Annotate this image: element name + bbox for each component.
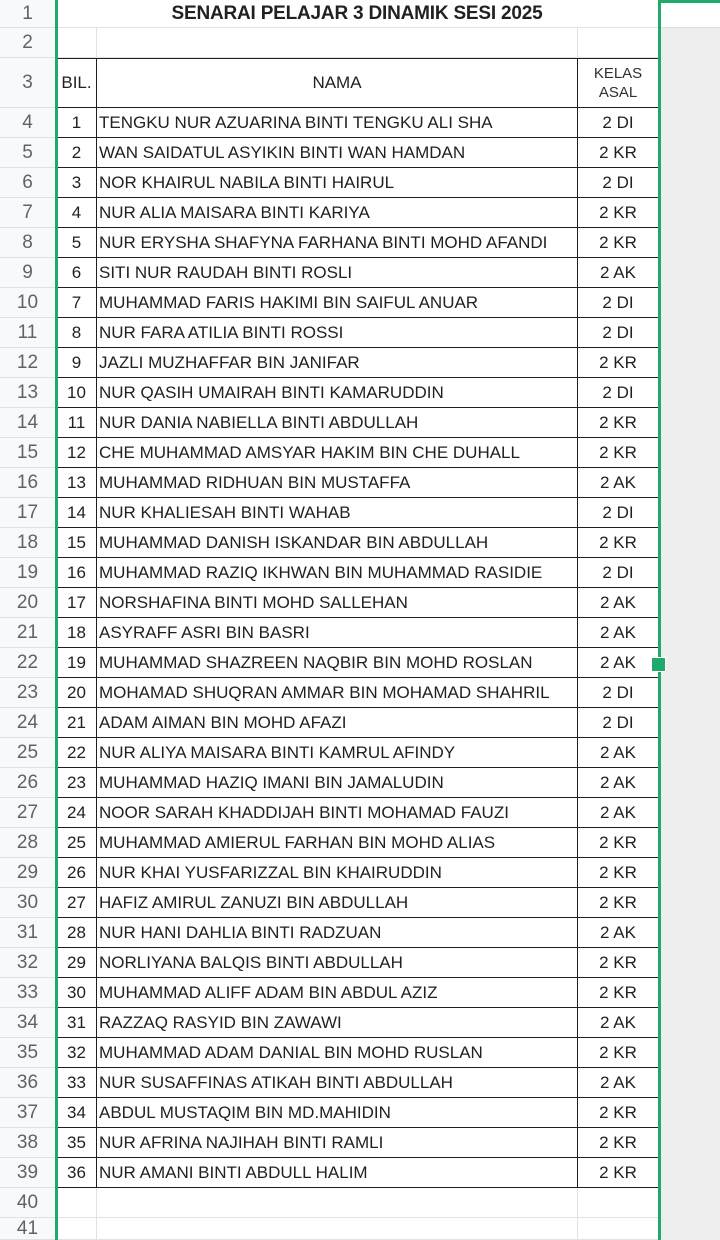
student-name-cell[interactable]: MUHAMMAD SHAZREEN NAQBIR BIN MOHD ROSLAN xyxy=(97,648,578,678)
student-name-cell[interactable]: MOHAMAD SHUQRAN AMMAR BIN MOHAMAD SHAHRIL xyxy=(97,678,578,708)
kelas-asal-cell[interactable]: 2 DI xyxy=(578,558,659,588)
bil-cell[interactable]: 30 xyxy=(56,978,97,1008)
row-header[interactable]: 30 xyxy=(0,888,56,918)
bil-cell[interactable]: 28 xyxy=(56,918,97,948)
kelas-asal-cell[interactable]: 2 KR xyxy=(578,408,659,438)
bil-cell[interactable]: 29 xyxy=(56,948,97,978)
student-name-cell[interactable]: TENGKU NUR AZUARINA BINTI TENGKU ALI SHA xyxy=(97,108,578,138)
bil-cell[interactable]: 25 xyxy=(56,828,97,858)
bil-cell[interactable]: 5 xyxy=(56,228,97,258)
row-header[interactable]: 40 xyxy=(0,1188,56,1218)
row-header[interactable]: 20 xyxy=(0,588,56,618)
student-name-cell[interactable]: SITI NUR RAUDAH BINTI ROSLI xyxy=(97,258,578,288)
student-name-cell[interactable]: NOOR SARAH KHADDIJAH BINTI MOHAMAD FAUZI xyxy=(97,798,578,828)
kelas-asal-cell[interactable]: 2 KR xyxy=(578,858,659,888)
bil-cell[interactable]: 20 xyxy=(56,678,97,708)
unselected-column-area[interactable] xyxy=(660,0,720,1240)
student-name-cell[interactable]: NORSHAFINA BINTI MOHD SALLEHAN xyxy=(97,588,578,618)
kelas-asal-cell[interactable]: 2 KR xyxy=(578,198,659,228)
student-name-cell[interactable]: MUHAMMAD AMIERUL FARHAN BIN MOHD ALIAS xyxy=(97,828,578,858)
bil-cell[interactable]: 24 xyxy=(56,798,97,828)
student-name-cell[interactable]: NUR ALIYA MAISARA BINTI KAMRUL AFINDY xyxy=(97,738,578,768)
student-name-cell[interactable]: MUHAMMAD FARIS HAKIMI BIN SAIFUL ANUAR xyxy=(97,288,578,318)
row-header[interactable]: 6 xyxy=(0,168,56,198)
empty-cell[interactable] xyxy=(660,0,720,28)
kelas-asal-cell[interactable]: 2 AK xyxy=(578,258,659,288)
bil-cell[interactable]: 26 xyxy=(56,858,97,888)
kelas-asal-cell[interactable]: 2 AK xyxy=(578,1068,659,1098)
kelas-asal-cell[interactable]: 2 KR xyxy=(578,828,659,858)
row-header[interactable]: 24 xyxy=(0,708,56,738)
bil-cell[interactable]: 11 xyxy=(56,408,97,438)
header-line: ASAL xyxy=(598,84,638,101)
sheet-title[interactable]: SENARAI PELAJAR 3 DINAMIK SESI 2025 xyxy=(56,0,659,28)
bil-cell[interactable]: 34 xyxy=(56,1098,97,1128)
empty-cell[interactable] xyxy=(56,28,97,58)
student-name-cell[interactable]: NUR KHALIESAH BINTI WAHAB xyxy=(97,498,578,528)
student-name-cell[interactable]: WAN SAIDATUL ASYIKIN BINTI WAN HAMDAN xyxy=(97,138,578,168)
kelas-asal-cell[interactable]: 2 AK xyxy=(578,648,659,678)
kelas-asal-cell[interactable]: 2 KR xyxy=(578,348,659,378)
bil-cell[interactable]: 27 xyxy=(56,888,97,918)
bil-cell[interactable]: 1 xyxy=(56,108,97,138)
empty-cell[interactable] xyxy=(97,1218,578,1240)
student-name-cell[interactable]: NORLIYANA BALQIS BINTI ABDULLAH xyxy=(97,948,578,978)
student-name-cell[interactable]: NUR KHAI YUSFARIZZAL BIN KHAIRUDDIN xyxy=(97,858,578,888)
kelas-asal-cell[interactable]: 2 DI xyxy=(578,678,659,708)
bil-cell[interactable]: 35 xyxy=(56,1128,97,1158)
row-header[interactable]: 25 xyxy=(0,738,56,768)
student-name-cell[interactable]: CHE MUHAMMAD AMSYAR HAKIM BIN CHE DUHALL xyxy=(97,438,578,468)
student-name-cell[interactable]: MUHAMMAD RIDHUAN BIN MUSTAFFA xyxy=(97,468,578,498)
row-header[interactable]: 5 xyxy=(0,138,56,168)
row-header[interactable]: 34 xyxy=(0,1008,56,1038)
student-name-cell[interactable]: ADAM AIMAN BIN MOHD AFAZI xyxy=(97,708,578,738)
bil-cell[interactable]: 36 xyxy=(56,1158,97,1188)
student-name-cell[interactable]: NUR DANIA NABIELLA BINTI ABDULLAH xyxy=(97,408,578,438)
row-header[interactable]: 22 xyxy=(0,648,56,678)
row-header[interactable]: 28 xyxy=(0,828,56,858)
row-header[interactable]: 29 xyxy=(0,858,56,888)
row-header[interactable]: 4 xyxy=(0,108,56,138)
bil-cell[interactable]: 31 xyxy=(56,1008,97,1038)
row-header[interactable]: 33 xyxy=(0,978,56,1008)
kelas-asal-cell[interactable]: 2 DI xyxy=(578,288,659,318)
row-header[interactable]: 41 xyxy=(0,1218,56,1240)
bil-cell[interactable]: 18 xyxy=(56,618,97,648)
row-header[interactable]: 37 xyxy=(0,1098,56,1128)
row-header[interactable]: 9 xyxy=(0,258,56,288)
row-header[interactable]: 36 xyxy=(0,1068,56,1098)
student-name-cell[interactable]: MUHAMMAD ALIFF ADAM BIN ABDUL AZIZ xyxy=(97,978,578,1008)
student-name-cell[interactable]: HAFIZ AMIRUL ZANUZI BIN ABDULLAH xyxy=(97,888,578,918)
row-header[interactable]: 17 xyxy=(0,498,56,528)
kelas-asal-cell[interactable]: 2 DI xyxy=(578,708,659,738)
kelas-asal-cell[interactable]: 2 KR xyxy=(578,438,659,468)
kelas-asal-cell[interactable]: 2 AK xyxy=(578,768,659,798)
row-header[interactable]: 10 xyxy=(0,288,56,318)
bil-cell[interactable]: 17 xyxy=(56,588,97,618)
empty-cell[interactable] xyxy=(578,1218,659,1240)
row-header[interactable]: 39 xyxy=(0,1158,56,1188)
student-name-cell[interactable]: ASYRAFF ASRI BIN BASRI xyxy=(97,618,578,648)
bil-cell[interactable]: 15 xyxy=(56,528,97,558)
bil-cell[interactable]: 16 xyxy=(56,558,97,588)
student-name-cell[interactable]: JAZLI MUZHAFFAR BIN JANIFAR xyxy=(97,348,578,378)
row-header[interactable]: 8 xyxy=(0,228,56,258)
empty-cell[interactable] xyxy=(56,1218,97,1240)
row-header[interactable]: 26 xyxy=(0,768,56,798)
bil-cell[interactable]: 3 xyxy=(56,168,97,198)
selection-border-left xyxy=(55,0,58,1240)
empty-cell[interactable] xyxy=(578,1188,659,1218)
bil-cell[interactable]: 33 xyxy=(56,1068,97,1098)
bil-cell[interactable]: 19 xyxy=(56,648,97,678)
student-name-cell[interactable]: NOR KHAIRUL NABILA BINTI HAIRUL xyxy=(97,168,578,198)
kelas-asal-cell[interactable]: 2 DI xyxy=(578,318,659,348)
kelas-asal-cell[interactable]: 2 DI xyxy=(578,498,659,528)
bil-cell[interactable]: 23 xyxy=(56,768,97,798)
row-header[interactable]: 32 xyxy=(0,948,56,978)
kelas-asal-cell[interactable]: 2 KR xyxy=(578,948,659,978)
row-header[interactable]: 38 xyxy=(0,1128,56,1158)
header-line: KELAS xyxy=(593,65,643,82)
row-header[interactable]: 35 xyxy=(0,1038,56,1068)
kelas-asal-cell[interactable]: 2 AK xyxy=(578,588,659,618)
student-name-cell[interactable]: NUR ERYSHA SHAFYNA FARHANA BINTI MOHD AFANDI xyxy=(97,228,578,258)
column-header-nama[interactable]: NAMA xyxy=(97,58,578,108)
kelas-asal-cell[interactable]: 2 KR xyxy=(578,138,659,168)
kelas-asal-cell[interactable]: 2 AK xyxy=(578,618,659,648)
row-header[interactable]: 18 xyxy=(0,528,56,558)
row-header[interactable]: 2 xyxy=(0,28,56,58)
row-header[interactable]: 27 xyxy=(0,798,56,828)
empty-cell[interactable] xyxy=(97,1188,578,1218)
student-name-cell[interactable]: MUHAMMAD DANISH ISKANDAR BIN ABDULLAH xyxy=(97,528,578,558)
selection-fill-handle[interactable] xyxy=(651,657,666,672)
bil-cell[interactable]: 13 xyxy=(56,468,97,498)
kelas-asal-cell[interactable]: 2 KR xyxy=(578,528,659,558)
bil-cell[interactable]: 12 xyxy=(56,438,97,468)
kelas-asal-cell[interactable]: 2 DI xyxy=(578,168,659,198)
bil-cell[interactable]: 6 xyxy=(56,258,97,288)
kelas-asal-cell[interactable]: 2 AK xyxy=(578,798,659,828)
row-header[interactable]: 16 xyxy=(0,468,56,498)
row-header[interactable]: 13 xyxy=(0,378,56,408)
student-name-cell[interactable]: RAZZAQ RASYID BIN ZAWAWI xyxy=(97,1008,578,1038)
bil-cell[interactable]: 7 xyxy=(56,288,97,318)
row-header[interactable]: 23 xyxy=(0,678,56,708)
bil-cell[interactable]: 32 xyxy=(56,1038,97,1068)
bil-cell[interactable]: 14 xyxy=(56,498,97,528)
student-name-cell[interactable]: NUR AMANI BINTI ABDULL HALIM xyxy=(97,1158,578,1188)
kelas-asal-cell[interactable]: 2 DI xyxy=(578,378,659,408)
row-header[interactable]: 12 xyxy=(0,348,56,378)
bil-cell[interactable]: 22 xyxy=(56,738,97,768)
kelas-asal-cell[interactable]: 2 AK xyxy=(578,738,659,768)
selection-border-top xyxy=(660,0,720,3)
row-header[interactable]: 1 xyxy=(0,0,56,28)
kelas-asal-cell[interactable]: 2 KR xyxy=(578,1098,659,1128)
kelas-asal-cell[interactable]: 2 KR xyxy=(578,888,659,918)
student-name-cell[interactable]: MUHAMMAD ADAM DANIAL BIN MOHD RUSLAN xyxy=(97,1038,578,1068)
empty-cell[interactable] xyxy=(578,28,659,58)
selection-border-right xyxy=(658,0,661,1240)
student-name-cell[interactable]: MUHAMMAD RAZIQ IKHWAN BIN MUHAMMAD RASIDIE xyxy=(97,558,578,588)
kelas-asal-cell[interactable]: 2 DI xyxy=(578,108,659,138)
column-header-kelas-asal[interactable] xyxy=(578,58,659,108)
student-name-cell[interactable]: NUR SUSAFFINAS ATIKAH BINTI ABDULLAH xyxy=(97,1068,578,1098)
row-header[interactable]: 14 xyxy=(0,408,56,438)
kelas-asal-cell[interactable]: 2 KR xyxy=(578,978,659,1008)
student-name-cell[interactable]: MUHAMMAD HAZIQ IMANI BIN JAMALUDIN xyxy=(97,768,578,798)
row-header[interactable]: 7 xyxy=(0,198,56,228)
empty-cell[interactable] xyxy=(97,28,578,58)
bil-cell[interactable]: 4 xyxy=(56,198,97,228)
row-header[interactable]: 3 xyxy=(0,58,56,108)
row-header[interactable]: 11 xyxy=(0,318,56,348)
bil-cell[interactable]: 8 xyxy=(56,318,97,348)
student-name-cell[interactable]: NUR FARA ATILIA BINTI ROSSI xyxy=(97,318,578,348)
student-name-cell[interactable]: NUR HANI DAHLIA BINTI RADZUAN xyxy=(97,918,578,948)
bil-cell[interactable]: 2 xyxy=(56,138,97,168)
kelas-asal-cell[interactable]: 2 AK xyxy=(578,468,659,498)
bil-cell[interactable]: 9 xyxy=(56,348,97,378)
empty-cell[interactable] xyxy=(56,1188,97,1218)
student-name-cell[interactable]: NUR ALIA MAISARA BINTI KARIYA xyxy=(97,198,578,228)
bil-cell[interactable]: 10 xyxy=(56,378,97,408)
bil-cell[interactable]: 21 xyxy=(56,708,97,738)
student-name-cell[interactable]: NUR QASIH UMAIRAH BINTI KAMARUDDIN xyxy=(97,378,578,408)
kelas-asal-cell[interactable]: 2 KR xyxy=(578,1128,659,1158)
row-header[interactable]: 15 xyxy=(0,438,56,468)
row-header[interactable]: 31 xyxy=(0,918,56,948)
column-header-bil[interactable]: BIL. xyxy=(56,58,97,108)
kelas-asal-cell[interactable]: 2 AK xyxy=(578,1008,659,1038)
student-name-cell[interactable]: ABDUL MUSTAQIM BIN MD.MAHIDIN xyxy=(97,1098,578,1128)
kelas-asal-cell[interactable]: 2 AK xyxy=(578,918,659,948)
row-header[interactable]: 21 xyxy=(0,618,56,648)
kelas-asal-cell[interactable]: 2 KR xyxy=(578,1158,659,1188)
row-header[interactable]: 19 xyxy=(0,558,56,588)
student-name-cell[interactable]: NUR AFRINA NAJIHAH BINTI RAMLI xyxy=(97,1128,578,1158)
kelas-asal-cell[interactable]: 2 KR xyxy=(578,228,659,258)
kelas-asal-cell[interactable]: 2 KR xyxy=(578,1038,659,1068)
